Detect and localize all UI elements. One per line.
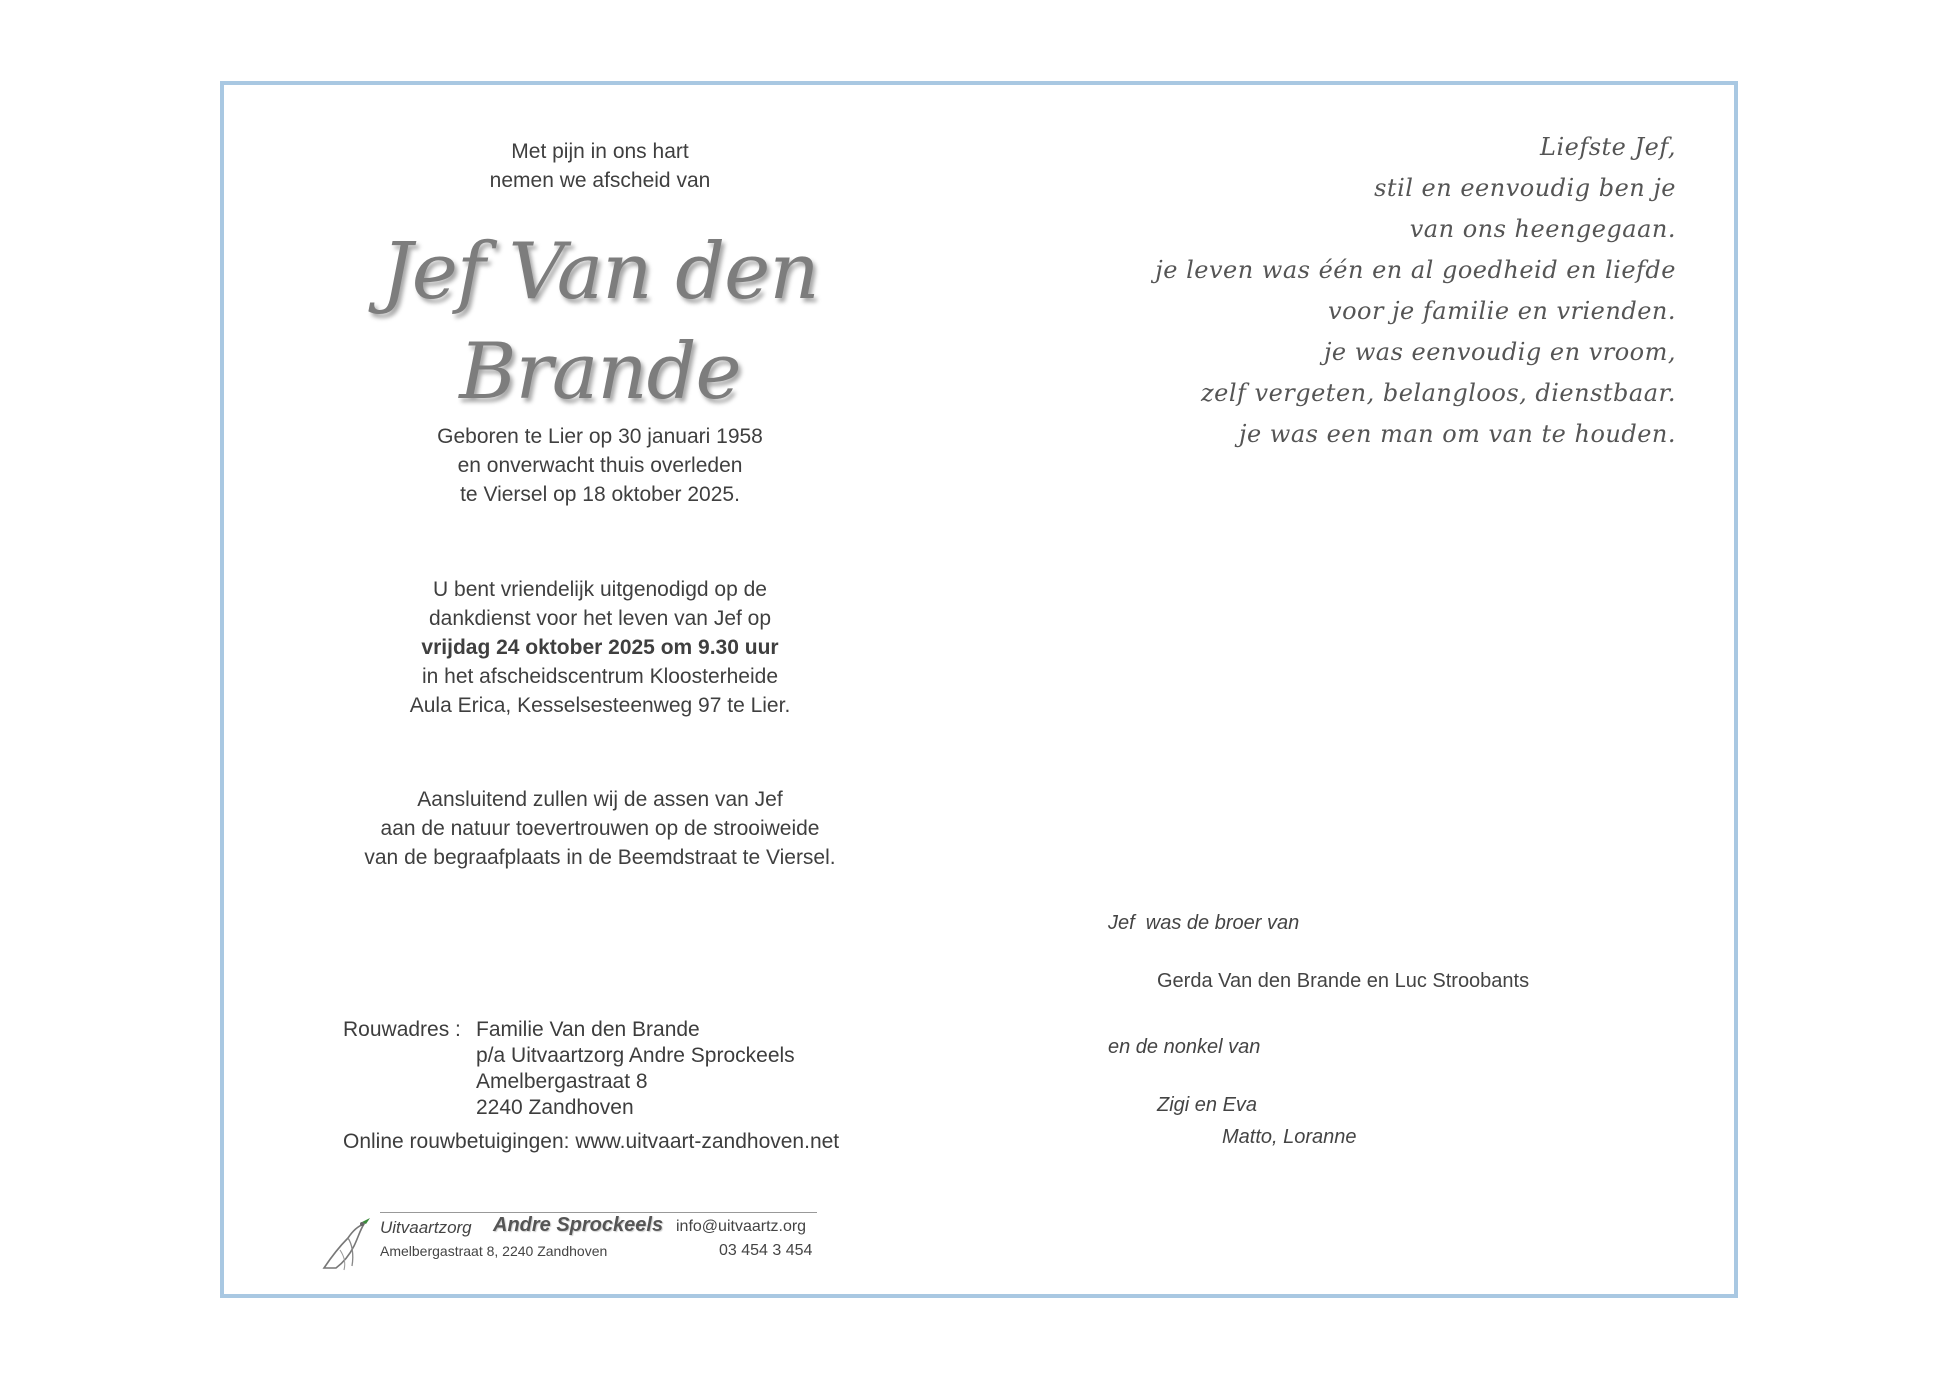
service-date: vrijdag 24 oktober 2025 om 9.30 uur [421,636,779,659]
siblings-names: Gerda Van den Brande en Luc Stroobants [1157,970,1530,992]
logo-word: Uitvaartzorg [380,1218,472,1237]
invite-line: U bent vriendelijk uitgenodigd op de [433,578,767,601]
poem [1116,127,1676,455]
ashes-line: van de begraafplaats in de Beemdstraat te Viersel. [364,846,836,869]
brother-heading: Jef was de broer van [1108,912,1300,934]
invitation-text [340,575,860,720]
logo-name: Andre Sprockeels [493,1214,664,1236]
intro-line: nemen we afscheid van [489,169,711,192]
invite-line: Aula Erica, Kesselsesteenweg 97 te Lier. [409,694,791,717]
poem-line: stil en eenvoudig ben je [1374,174,1676,202]
birth-death-text [350,422,850,509]
nephews-names: Matto, Loranne [1222,1126,1357,1148]
ashes-line: aan de natuur toevertrouwen op de strooiweide [380,817,820,840]
poem-line: van ons heengegaan. [1409,215,1676,243]
nieces-names: Zigi en Eva [1157,1094,1258,1116]
footer-address: Amelbergastraat 8, 2240 Zandhoven [380,1243,608,1259]
address-label: Rouwadres : [343,1018,461,1041]
intro-text [400,137,800,195]
invite-line: dankdienst voor het leven van Jef op [428,607,772,630]
ashes-text [300,785,900,872]
logo-divider [380,1212,817,1213]
dove-logo-icon [318,1210,374,1272]
uncle-heading: en de nonkel van [1108,1036,1261,1058]
mourning-address [343,1017,795,1121]
address-line: Familie Van den Brande [476,1018,700,1041]
address-line: p/a Uitvaartzorg Andre Sprockeels [476,1044,795,1067]
deceased-name: Jef Van den Brande [381,227,819,417]
address-line: 2240 Zandhoven [476,1096,634,1119]
footer-phone: 03 454 3 454 [719,1242,813,1259]
poem-line: je was eenvoudig en vroom, [1323,338,1676,366]
poem-line: zelf vergeten, belangloos, dienstbaar. [1200,379,1676,407]
poem-line: Liefste Jef, [1540,133,1676,161]
poem-line: je leven was één en al goedheid en liefde [1155,256,1676,284]
ashes-line: Aansluitend zullen wij de assen van Jef [417,788,783,811]
born-line: Geboren te Lier op 30 januari 1958 [437,425,763,448]
invite-line: in het afscheidscentrum Kloosterheide [421,665,779,688]
born-line: te Viersel op 18 oktober 2025. [460,483,740,506]
address-line: Amelbergastraat 8 [476,1070,648,1093]
poem-line: voor je familie en vrienden. [1328,297,1676,325]
poem-line: je was een man om van te houden. [1239,420,1676,448]
intro-line: Met pijn in ons hart [511,140,689,163]
online-condolences: Online rouwbetuigingen: www.uitvaart-zandhoven.net [343,1130,840,1153]
born-line: en onverwacht thuis overleden [457,454,743,477]
footer-email: info@uitvaartz.org [676,1218,807,1235]
